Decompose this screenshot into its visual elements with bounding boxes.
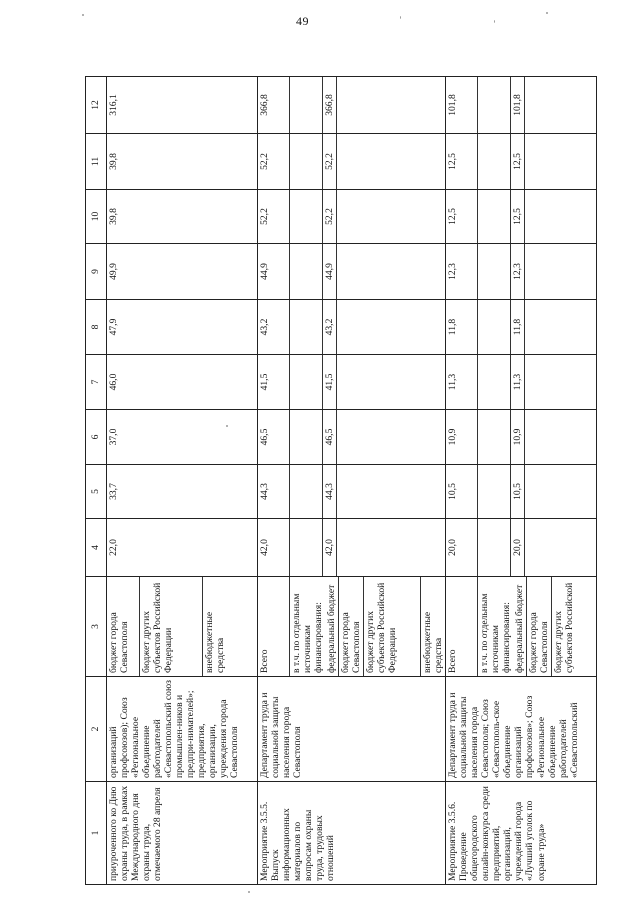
executor-cell: Департамент труда и социальной защиты населения города Севастополя xyxy=(258,677,446,782)
source-federal: федеральный бюджет xyxy=(513,577,527,676)
value-cell: 37,0 xyxy=(107,410,258,465)
scan-speck xyxy=(248,891,250,893)
sources-cell xyxy=(107,577,258,677)
value-cell: 12,5 12,5 xyxy=(446,190,597,244)
header-row xyxy=(86,77,107,885)
value-cell: 46,5 46,5 xyxy=(258,410,446,465)
value-cell: 47,9 xyxy=(107,300,258,355)
value-cell: 49,9 xyxy=(107,244,258,300)
value-cell: 44,9 44,9 xyxy=(258,244,446,300)
value-cell: 41,5 41,5 xyxy=(258,355,446,410)
sources-cell xyxy=(446,577,597,677)
activity-name-cell: приуроченного ко Дню охраны труда, в рамках Международного дня охраны труда, отмечаемого 28 апреля xyxy=(107,782,258,885)
source-city-budget: бюджет города Севастополя xyxy=(107,577,140,676)
executor-cell: Департамент труда и социальной защиты населения города Севастополя; Союз «Севастополь-ское объединение организаций профсоюзов»; Союз «Региональное объединение работодателей «Севастопольский xyxy=(446,677,597,782)
header-cell: 3 xyxy=(86,577,107,677)
table-row xyxy=(446,77,597,885)
table-row xyxy=(107,77,258,885)
header-cell: 5 xyxy=(86,465,107,519)
header-cell: 9 xyxy=(86,244,107,300)
header-cell: 6 xyxy=(86,410,107,465)
value-cell: 43,2 43,2 xyxy=(258,300,446,355)
value-cell: 22,0 xyxy=(107,519,258,577)
value-cell: 12,5 12,5 xyxy=(446,134,597,190)
scan-speck xyxy=(494,20,495,23)
source-other-regions: бюджет других субъектов Российской Федерации xyxy=(364,577,421,676)
source-extrabudget: внебюджетные средства xyxy=(422,611,445,673)
scan-speck xyxy=(82,14,84,16)
activity-name-cell: Мероприятие 3.5.6. Проведение общегородского онлайн-конкурса среди предприятий, организаций, учреждений города «Лучший уголок по охране труда» xyxy=(446,782,597,885)
value-cell: 20,0 20,0 xyxy=(446,519,597,577)
source-breakdown-label: в т.ч. по отдельным источникам финансирования: xyxy=(479,593,513,673)
value-cell: 12,3 12,3 xyxy=(446,244,597,300)
header-cell: 12 xyxy=(86,77,107,134)
source-other-regions: бюджет других субъектов Российской Федерации xyxy=(140,577,203,676)
source-breakdown-label: в т.ч. по отдельным источникам финансирования: xyxy=(291,593,325,673)
value-cell: 44,3 44,3 xyxy=(258,465,446,519)
source-federal: федеральный бюджет xyxy=(325,577,339,676)
source-total: Всего xyxy=(446,577,478,676)
rotated-table-container xyxy=(85,77,580,885)
value-cell: 42,0 42,0 xyxy=(258,519,446,577)
sources-cell xyxy=(258,577,446,677)
value-cell: 39,8 xyxy=(107,134,258,190)
value-cell: 33,7 xyxy=(107,465,258,519)
funding-table xyxy=(85,76,597,885)
source-city-budget: бюджет города Севастополя xyxy=(339,577,364,676)
value-cell: 316,1 xyxy=(107,77,258,134)
source-other-regions: бюджет других субъектов Российской xyxy=(553,582,576,673)
value-cell: 39,8 xyxy=(107,190,258,244)
value-cell: 11,8 11,8 xyxy=(446,300,597,355)
scan-speck xyxy=(546,12,548,14)
source-extrabudget: внебюджетные средства xyxy=(204,611,227,673)
page-number: 49 xyxy=(296,14,309,28)
value-cell: 10,9 10,9 xyxy=(446,410,597,465)
table-region xyxy=(85,77,580,885)
header-cell: 11 xyxy=(86,134,107,190)
value-cell: 101,8 101,8 xyxy=(446,77,597,134)
table-row xyxy=(258,77,446,885)
value-cell: 52,2 52,2 xyxy=(258,134,446,190)
scan-speck xyxy=(400,16,401,19)
source-city-budget: бюджет города Севастополя xyxy=(527,577,552,676)
header-cell: 1 xyxy=(86,782,107,885)
header-cell: 8 xyxy=(86,300,107,355)
executor-cell: организаций профсоюзов); Союз «Региональное объединение работодателей «Севастопольский союз промышлен-ников и предпри-нимателей»; предприятия, организации, учреждения города Севастополя xyxy=(107,677,258,782)
source-total: Всего xyxy=(258,577,290,676)
value-cell: 46,0 xyxy=(107,355,258,410)
value-cell: 52,2 52,2 xyxy=(258,190,446,244)
header-cell: 2 xyxy=(86,677,107,782)
header-cell: 7 xyxy=(86,355,107,410)
value-cell: 11,3 11,3 xyxy=(446,355,597,410)
header-cell: 4 xyxy=(86,519,107,577)
activity-name-cell: Мероприятие 3.5.5. Выпуск информационных материалов по вопросам охраны труда, трудовых отношений xyxy=(258,782,446,885)
value-cell: 366,8 366,8 xyxy=(258,77,446,134)
value-cell: 10,5 10,5 xyxy=(446,465,597,519)
header-cell: 10 xyxy=(86,190,107,244)
